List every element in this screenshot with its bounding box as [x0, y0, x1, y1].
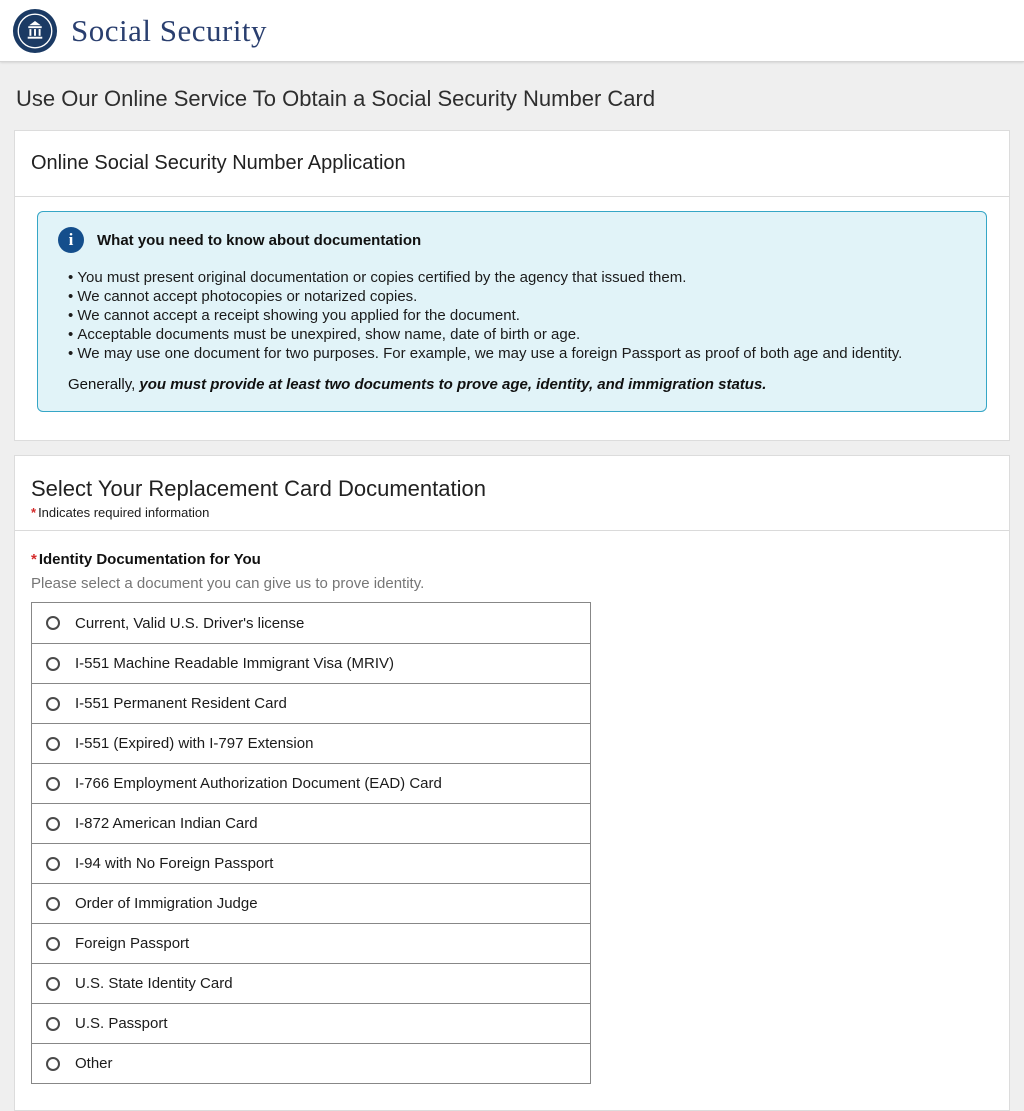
identity-option-label: Other [75, 1055, 113, 1072]
selection-card [14, 455, 1010, 1111]
radio-button-icon[interactable] [46, 857, 60, 871]
radio-button-icon[interactable] [46, 616, 60, 630]
identity-question-help: Please select a document you can give us to prove identity. [31, 575, 425, 592]
info-bullet: • You must present original documentation or copies certified by the agency that issued them. [68, 268, 966, 287]
info-bullet: • Acceptable documents must be unexpired, show name, date of birth or age. [68, 325, 966, 344]
radio-button-icon[interactable] [46, 1057, 60, 1071]
brand-title[interactable]: Social Security [71, 12, 268, 48]
identity-option-label: I-551 (Expired) with I-797 Extension [75, 735, 314, 752]
identity-option-label: U.S. State Identity Card [75, 975, 233, 992]
info-bullet: • We cannot accept a receipt showing you applied for the document. [68, 306, 966, 325]
radio-button-icon[interactable] [46, 697, 60, 711]
selection-card-header [15, 456, 1009, 530]
identity-option-row[interactable] [32, 923, 590, 963]
identity-option-label: Current, Valid U.S. Driver's license [75, 614, 305, 632]
identity-option-label: I-766 Employment Authorization Document (EAD) Card [75, 775, 442, 792]
identity-option-label: I-94 with No Foreign Passport [75, 855, 274, 872]
identity-option-row[interactable] [32, 723, 590, 763]
info-summary-emphasis: you must provide at least two documents to prove age, identity, and immigration status. [139, 376, 767, 393]
radio-button-icon[interactable] [46, 897, 60, 911]
identity-option-row[interactable] [32, 643, 590, 683]
info-summary [68, 376, 966, 393]
radio-button-icon[interactable] [46, 737, 60, 751]
radio-button-icon[interactable] [46, 977, 60, 991]
required-asterisk: * [31, 505, 37, 520]
radio-button-icon[interactable] [46, 777, 60, 791]
identity-option-row[interactable] [32, 883, 590, 923]
info-bullet-list [68, 268, 966, 363]
identity-option-label: I-551 Permanent Resident Card [75, 695, 287, 712]
application-card [14, 130, 1010, 441]
identity-option-row[interactable] [32, 603, 590, 643]
application-card-heading: Online Social Security Number Application [31, 152, 406, 174]
required-asterisk: * [31, 551, 37, 568]
identity-question-label [31, 551, 993, 568]
identity-option-row[interactable] [32, 1003, 590, 1043]
info-alert-box [37, 211, 987, 412]
page-title: Use Our Online Service To Obtain a Social Security Number Card [16, 86, 656, 111]
identity-option-row[interactable] [32, 683, 590, 723]
identity-option-label: Order of Immigration Judge [75, 895, 258, 912]
identity-question-section [15, 531, 1009, 1110]
required-note [31, 505, 993, 520]
radio-button-icon[interactable] [46, 937, 60, 951]
selection-card-heading: Select Your Replacement Card Documentation [31, 476, 486, 501]
required-note-text: Indicates required information [38, 505, 210, 520]
identity-option-label: I-551 Machine Readable Immigrant Visa (MRIV) [75, 655, 395, 672]
radio-button-icon[interactable] [46, 657, 60, 671]
identity-option-row[interactable] [32, 803, 590, 843]
ssa-seal-icon [12, 8, 58, 54]
info-summary-prefix: Generally, [68, 376, 140, 393]
radio-button-icon[interactable] [46, 1017, 60, 1031]
application-card-body [15, 197, 1009, 440]
identity-options-list [31, 602, 591, 1084]
info-bullet: • We may use one document for two purposes. For example, we may use a foreign Passport as proof of both age and identity. [68, 344, 966, 363]
info-alert-header [58, 227, 966, 253]
identity-option-label: I-872 American Indian Card [75, 815, 258, 832]
radio-button-icon[interactable] [46, 817, 60, 831]
identity-option-row[interactable] [32, 963, 590, 1003]
identity-option-row[interactable] [32, 1043, 590, 1083]
info-bullet: • We cannot accept photocopies or notarized copies. [68, 287, 966, 306]
identity-option-row[interactable] [32, 763, 590, 803]
app-header [0, 0, 1024, 62]
identity-option-label: Foreign Passport [75, 935, 190, 952]
identity-option-label: U.S. Passport [75, 1015, 168, 1032]
identity-option-row[interactable] [32, 843, 590, 883]
identity-question-label-text: Identity Documentation for You [38, 551, 261, 568]
info-icon: i [58, 227, 84, 253]
info-alert-title: What you need to know about documentation [97, 231, 422, 249]
